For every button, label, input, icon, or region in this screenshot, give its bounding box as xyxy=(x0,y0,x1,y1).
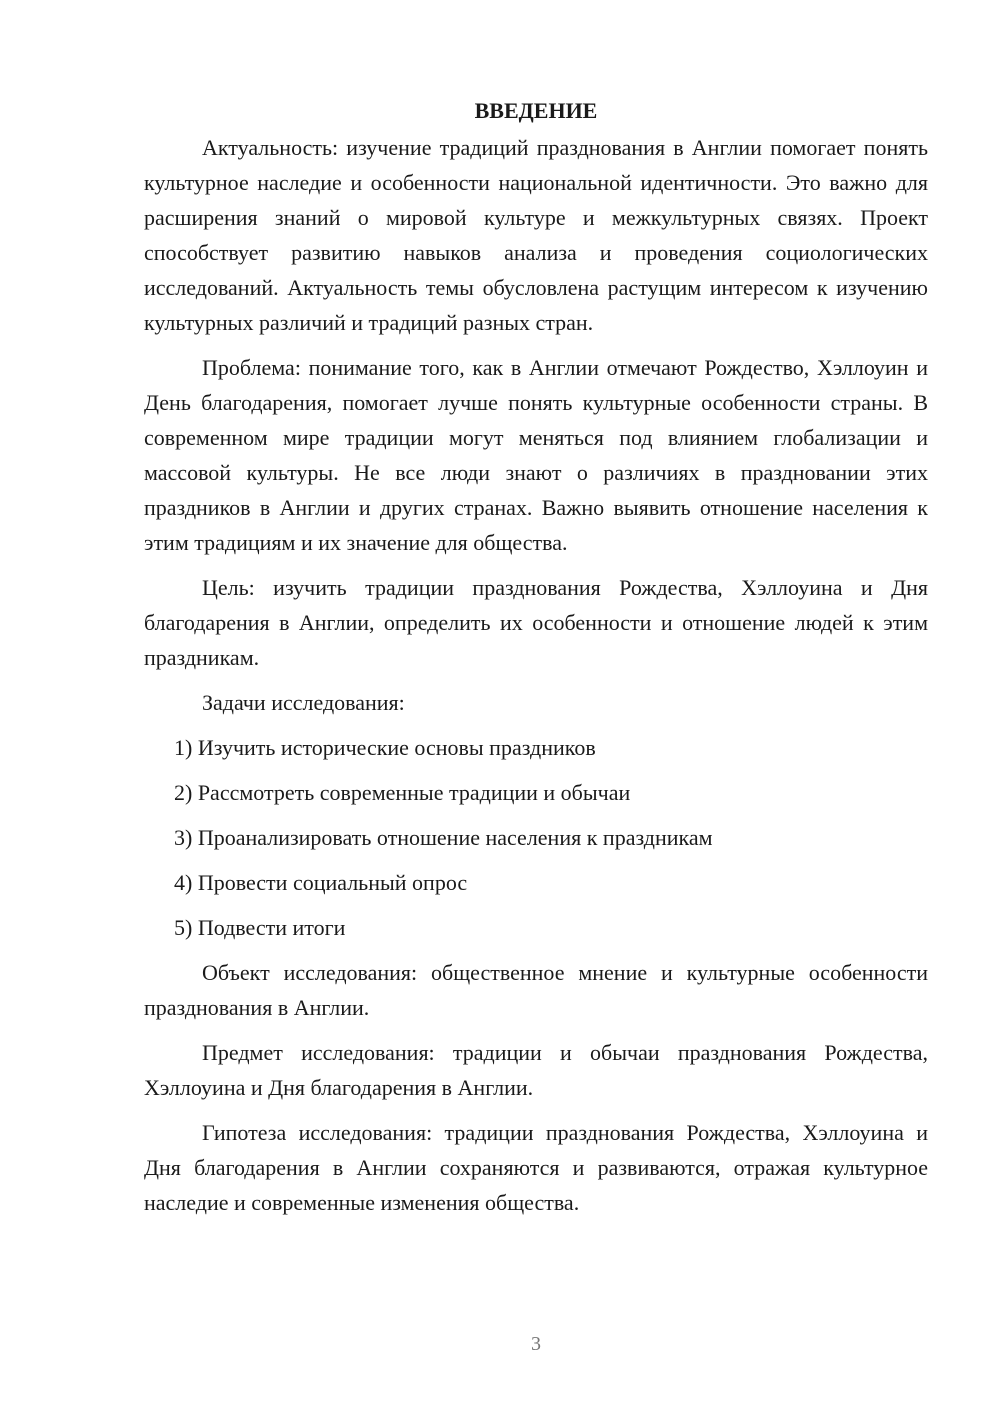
paragraph-object: Объект исследования: общественное мнение и культурные особенности празднования в Англии. xyxy=(144,960,928,1020)
list-item: 4) Провести социальный опрос xyxy=(174,870,468,895)
list-item: 2) Рассмотреть современные традиции и обычаи xyxy=(174,780,631,805)
paragraph-hypothesis: Гипотеза исследования: традиции празднования Рождества, Хэллоуина и Дня благодарения в Англии сохраняются и развиваются, отражая культурное наследие и современные изменения общества. xyxy=(144,1120,928,1215)
document-title: ВВЕДЕНИЕ xyxy=(474,98,598,123)
page-number: 3 xyxy=(531,1333,541,1355)
document-page xyxy=(144,96,928,1230)
list-item: 3) Проанализировать отношение населения к праздникам xyxy=(174,825,713,850)
tasks-heading: Задачи исследования: xyxy=(202,690,405,715)
paragraph-relevance: Актуальность: изучение традиций празднования в Англии помогает понять культурное наследие и особенности национальной идентичности. Это важно для расширения знаний о мировой культуре и межкультурных связях. Проект способствует развитию навыков анализа и проведения социологических исследований. Актуальность темы обусловлена растущим интересом к изучению культурных различий и традиций разных стран. xyxy=(144,135,928,335)
paragraph-goal: Цель: изучить традиции празднования Рождества, Хэллоуина и Дня благодарения в Англии, определить их особенности и отношение людей к этим праздникам. xyxy=(144,575,928,670)
tasks-list xyxy=(144,730,928,945)
paragraph-problem: Проблема: понимание того, как в Англии отмечают Рождество, Хэллоуин и День благодарения, помогает лучше понять культурные особенности страны. В современном мире традиции могут меняться под влиянием глобализации и массовой культуры. Не все люди знают о различиях в праздновании этих праздников в Англии и других странах. Важно выявить отношение населения к этим традициям и их значение для общества. xyxy=(144,355,928,555)
list-item: 5) Подвести итоги xyxy=(174,915,346,940)
list-item: 1) Изучить исторические основы праздников xyxy=(174,735,596,760)
paragraph-subject: Предмет исследования: традиции и обычаи празднования Рождества, Хэллоуина и Дня благодарения в Англии. xyxy=(144,1040,928,1100)
